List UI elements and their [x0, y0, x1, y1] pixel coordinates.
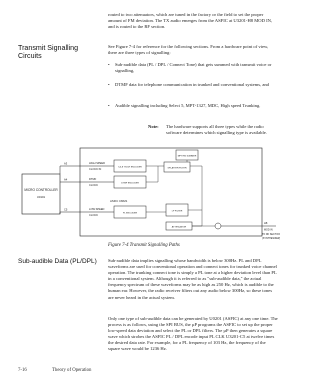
pl-encoder-label: PL ENCODER	[122, 212, 138, 215]
encoder-5x-label: 5,6,8 TX/CH ENCODER	[118, 166, 142, 169]
bullet-item-2: • DTMF data for telephone communication in trunked and conventional systems, and	[115, 82, 278, 88]
dtmf-signal-label: DTMF	[89, 178, 97, 181]
synthesizer-label: (SYNTHESIZER)	[262, 237, 280, 240]
dtmf-clock-label: CLOCK	[89, 184, 98, 187]
note-text: The hardware supports all three types while the radio software determines which signalling type is available.	[166, 124, 267, 136]
micro-controller-ref: U0101	[36, 195, 46, 199]
attenuator-label: ATTENUATOR	[171, 226, 187, 229]
bullet-item-1: • Sub-audible data (PL / DPL / Connect Tone) that gets summed with transmit voice or signalling,	[115, 62, 278, 74]
note-label: Note:	[148, 124, 159, 129]
micro-controller-label: MICRO CONTROLLER	[24, 188, 58, 192]
lp-filter-label: LP FILTER	[171, 210, 183, 213]
section2-paragraph-2: Only one type of sub-audible data can be generated by U0201 (ASFIC) at any one time. The process is as follows, using the SPI BUS, the µP programs the ASFIC to set up the proper low-speed data deviation and select the PL or DPL filters. The µP then generates a square wave which strobes the ASFIC PL / DPL encode input PL CLK U3201-C5 at twelve times the desired data rate. For example, for a PL frequency of 103 Hz, the frequency of the square wave would be 1236 Hz.	[108, 316, 278, 352]
pin-a4-label: A4	[64, 178, 68, 182]
pin-a3-label: A3	[64, 162, 68, 166]
intro-paragraph: routed to two attenuators, which are tuned in the factory or the field to set the proper amount of FM deviation. The TX audio emerges from the ASFIC at U3201-H8 MOD IN, and is routed to the RF section.	[108, 12, 273, 30]
dtmf-encoder-label: DTMF ENCODER	[121, 182, 139, 185]
high-speed-label: HIGH SPEED	[89, 162, 105, 165]
figure-caption: Figure 7-4 Transmit Signalling Paths	[108, 243, 180, 248]
pin-c5-label: C5	[64, 208, 68, 212]
section-heading-transmit-signalling	[18, 44, 103, 61]
h8-label: H8	[264, 222, 268, 225]
low-clock-label: CLOCK	[89, 214, 98, 217]
section1-paragraph: See Figure 7-4 for reference for the following sections. From a hardware point of view, there are three types of signalling:	[108, 44, 269, 56]
micro-controller-box	[22, 174, 60, 214]
bullet-item-3: • Audible signalling including Select 5, MPT-1327, MDC, High speed Trunking.	[115, 103, 278, 109]
page-number: 7-16	[18, 368, 27, 373]
asfic-label: ASFIC CMM1	[110, 199, 128, 203]
transmit-signalling-diagram	[18, 144, 280, 240]
mod-in-label: MOD IN	[264, 228, 273, 232]
section2-paragraph-1: Sub-audible data implies signalling whose bandwidth is below 300Hz. PL and DPL waveforms are used for conventional operation and connect tones for trunked voice channel operation. The trunking connect tone is simply a PL tone at a higher deviation level than PL in a conventional system. Although it is referred to as "sub-audible data," the actual frequency spectrum of these waveforms may be as high as 250 Hz, which is audible to the human ear. However, the radio receiver filters out any audio below 300Hz, so these tones are never heard in the actual system.	[108, 258, 277, 300]
summer-box-top-label: MPT/HS SUMMER	[177, 155, 197, 158]
heading-line-2: Circuits	[18, 52, 42, 61]
footer-title: Theory of Operation	[52, 368, 92, 373]
section-heading-sub-audible: Sub-audible Data (PL/DPL)	[18, 258, 97, 265]
asfic-box	[80, 148, 262, 236]
splatter-filter-label: SPLATTER FILTER	[167, 167, 187, 170]
low-speed-label: LOW SPEED	[89, 208, 105, 211]
heading-line-1: Transmit Signalling	[18, 44, 79, 52]
clock-in-label: CLOCK IN	[89, 168, 102, 171]
rf-section-label: TO RF SECTION	[262, 233, 280, 236]
summing-junction	[215, 223, 221, 229]
